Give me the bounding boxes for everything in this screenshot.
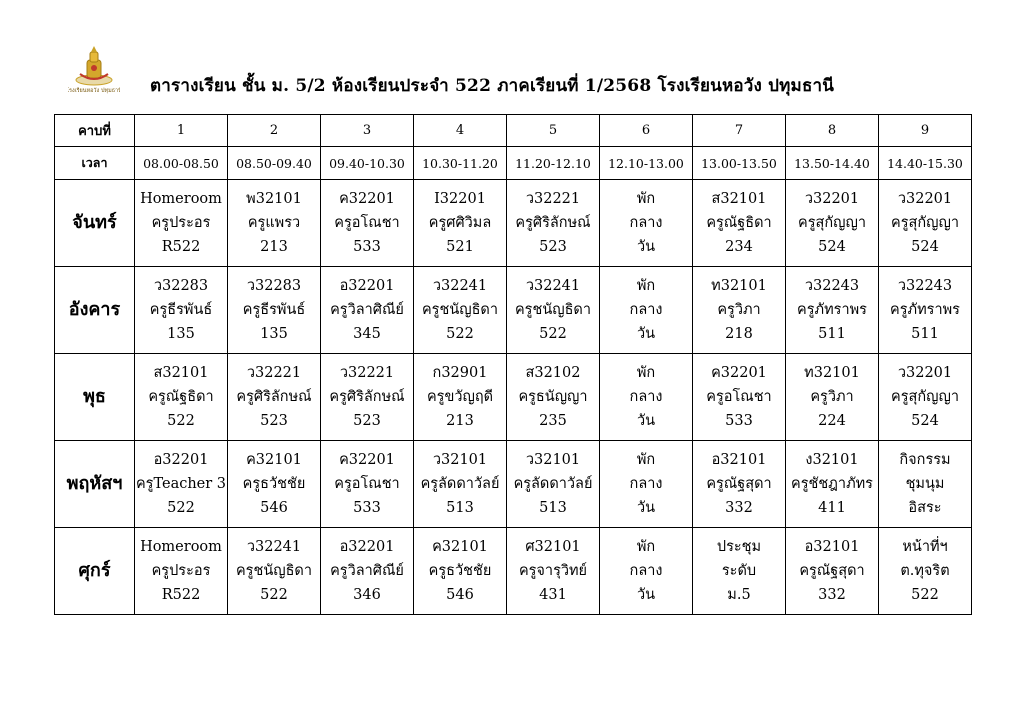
subject-code: ศ32101: [525, 539, 581, 555]
subject-code: กิจกรรม: [899, 452, 951, 468]
class-cell: [507, 354, 600, 441]
time-slot: 10.30-11.20: [414, 147, 507, 180]
teacher-name: ครูสุกัญญา: [891, 215, 959, 231]
teacher-name: ครูศศิวิมล: [428, 215, 492, 231]
time-slot: 12.10-13.00: [600, 147, 693, 180]
room-number: R522: [161, 239, 201, 255]
room-number: 522: [167, 500, 195, 516]
day-row: [55, 180, 972, 267]
room-number: 513: [539, 500, 567, 516]
subject-code: อ32201: [339, 278, 395, 294]
room-number: 533: [725, 413, 753, 429]
subject-code: ว32241: [432, 278, 488, 294]
subject-code: ว32101: [525, 452, 581, 468]
teacher-name: ครูณัฐสุดา: [706, 476, 772, 492]
teacher-name: กลาง: [629, 563, 663, 579]
class-cell: [228, 528, 321, 615]
teacher-name: ครูศิริลักษณ์: [236, 389, 312, 405]
class-cell: [693, 180, 786, 267]
room-number: 511: [818, 326, 846, 342]
teacher-name: กลาง: [629, 476, 663, 492]
class-cell: [228, 180, 321, 267]
teacher-name: ครูสุกัญญา: [891, 389, 959, 405]
time-slot: 08.50-09.40: [228, 147, 321, 180]
time-slot: 11.20-12.10: [507, 147, 600, 180]
room-number: 524: [818, 239, 846, 255]
room-number: 411: [818, 500, 846, 516]
teacher-name: ครูชนัญธิดา: [421, 302, 498, 318]
teacher-name: ครูประอร: [151, 215, 211, 231]
room-number: 345: [353, 326, 381, 342]
subject-code: ประชุม: [716, 539, 762, 555]
room-number: ม.5: [727, 587, 751, 603]
subject-code: พัก: [636, 365, 656, 381]
room-number: วัน: [636, 239, 656, 255]
class-cell: [228, 354, 321, 441]
teacher-name: ครูอโณชา: [334, 476, 400, 492]
teacher-name: ครูวิภา: [810, 389, 854, 405]
teacher-name: ระดับ: [721, 563, 757, 579]
subject-code: ว32241: [525, 278, 581, 294]
room-number: 224: [818, 413, 846, 429]
room-number: 332: [725, 500, 753, 516]
class-cell: [786, 354, 879, 441]
time-slot: 08.00-08.50: [135, 147, 228, 180]
subject-code: I32201: [434, 191, 486, 207]
teacher-name: ครูชัชฎาภัทร: [791, 476, 873, 492]
room-number: 522: [260, 587, 288, 603]
subject-code: Homeroom: [140, 191, 222, 207]
subject-code: ท32101: [711, 278, 767, 294]
day-name: พุธ: [55, 354, 135, 441]
teacher-name: ครูอโณชา: [334, 215, 400, 231]
teacher-name: ครูชนัญธิดา: [235, 563, 312, 579]
subject-code: พัก: [636, 191, 656, 207]
class-cell: [507, 441, 600, 528]
subject-code: ค32201: [339, 452, 395, 468]
teacher-name: กลาง: [629, 302, 663, 318]
room-number: 523: [353, 413, 381, 429]
class-cell: [879, 528, 972, 615]
teacher-name: ครูอโณชา: [706, 389, 772, 405]
class-cell: [321, 354, 414, 441]
room-number: 533: [353, 239, 381, 255]
period-number: 9: [879, 115, 972, 147]
class-cell: [600, 354, 693, 441]
subject-code: ค32101: [432, 539, 488, 555]
class-cell: [693, 354, 786, 441]
teacher-name: ครูวิลาศิณีย์: [330, 302, 404, 318]
class-cell: [879, 441, 972, 528]
class-cell: [414, 267, 507, 354]
subject-code: ว32221: [525, 191, 581, 207]
subject-code: พัก: [636, 539, 656, 555]
subject-code: ว32201: [897, 191, 953, 207]
time-slot: 09.40-10.30: [321, 147, 414, 180]
subject-code: ส32101: [711, 191, 767, 207]
subject-code: อ32201: [339, 539, 395, 555]
room-number: 523: [260, 413, 288, 429]
class-cell: [414, 354, 507, 441]
class-cell: [414, 528, 507, 615]
teacher-name: ครูวิภา: [717, 302, 761, 318]
room-number: 522: [911, 587, 939, 603]
period-number: 3: [321, 115, 414, 147]
time-slot: 14.40-15.30: [879, 147, 972, 180]
subject-code: อ32101: [804, 539, 860, 555]
room-number: วัน: [636, 587, 656, 603]
subject-code: ก32901: [432, 365, 488, 381]
room-number: 521: [446, 239, 474, 255]
class-cell: [321, 180, 414, 267]
room-number: 524: [911, 413, 939, 429]
teacher-name: ครูธวัชชัย: [428, 563, 492, 579]
class-cell: [693, 441, 786, 528]
subject-code: ท32101: [804, 365, 860, 381]
room-number: อิสระ: [908, 500, 942, 516]
teacher-name: ครูศิริลักษณ์: [515, 215, 591, 231]
subject-code: ว32243: [804, 278, 860, 294]
room-number: 511: [911, 326, 939, 342]
day-name: ศุกร์: [55, 528, 135, 615]
teacher-name: ครูประอร: [151, 563, 211, 579]
teacher-name: ครูศิริลักษณ์: [329, 389, 405, 405]
class-cell: [321, 267, 414, 354]
room-number: 234: [725, 239, 753, 255]
room-number: 522: [167, 413, 195, 429]
teacher-name: ครูขวัญฤดี: [426, 389, 494, 405]
teacher-name: ครูTeacher 3: [135, 476, 227, 492]
teacher-name: กลาง: [629, 389, 663, 405]
teacher-name: ครูลัดดาวัลย์: [420, 476, 500, 492]
period-number: 8: [786, 115, 879, 147]
day-row: [55, 354, 972, 441]
room-number: 546: [260, 500, 288, 516]
room-number: 522: [446, 326, 474, 342]
subject-code: ค32201: [711, 365, 767, 381]
teacher-name: ครูลัดดาวัลย์: [513, 476, 593, 492]
day-name: จันทร์: [55, 180, 135, 267]
teacher-name: ครูแพรว: [247, 215, 301, 231]
day-name: พฤหัสฯ: [55, 441, 135, 528]
period-number: 4: [414, 115, 507, 147]
subject-code: อ32201: [153, 452, 209, 468]
teacher-name: ครูณัฐธิดา: [148, 389, 214, 405]
subject-code: พ32101: [246, 191, 302, 207]
period-number: 5: [507, 115, 600, 147]
class-cell: [507, 180, 600, 267]
teacher-name: กลาง: [629, 215, 663, 231]
subject-code: ว32283: [246, 278, 302, 294]
room-number: วัน: [636, 500, 656, 516]
class-cell: [879, 180, 972, 267]
class-cell: [321, 441, 414, 528]
class-cell: [135, 528, 228, 615]
subject-code: ว32201: [804, 191, 860, 207]
class-cell: [693, 267, 786, 354]
class-cell: [414, 180, 507, 267]
class-cell: [135, 267, 228, 354]
subject-code: ว32221: [339, 365, 395, 381]
teacher-name: ต.ทุจริต: [900, 563, 950, 579]
teacher-name: ครูวิลาศิณีย์: [330, 563, 404, 579]
class-cell: [786, 180, 879, 267]
class-cell: [786, 267, 879, 354]
class-cell: [135, 441, 228, 528]
teacher-name: ครูชนัญธิดา: [514, 302, 591, 318]
room-number: 546: [446, 587, 474, 603]
room-number: 524: [911, 239, 939, 255]
subject-code: Homeroom: [140, 539, 222, 555]
room-number: 213: [446, 413, 474, 429]
teacher-name: ครูภัทราพร: [890, 302, 960, 318]
teacher-name: ครูณัฐสุดา: [799, 563, 865, 579]
class-cell: [507, 267, 600, 354]
period-header-row: [55, 115, 972, 147]
subject-code: ว32283: [153, 278, 209, 294]
subject-code: ว32221: [246, 365, 302, 381]
time-slot: 13.00-13.50: [693, 147, 786, 180]
day-row: [55, 267, 972, 354]
subject-code: ส32102: [525, 365, 581, 381]
teacher-name: ครูธนัญญา: [518, 389, 588, 405]
subject-code: ว32243: [897, 278, 953, 294]
room-number: 533: [353, 500, 381, 516]
room-number: 523: [539, 239, 567, 255]
school-emblem-icon: [68, 44, 120, 94]
period-number: 7: [693, 115, 786, 147]
room-number: 213: [260, 239, 288, 255]
day-row: [55, 441, 972, 528]
room-number: 513: [446, 500, 474, 516]
subject-code: พัก: [636, 278, 656, 294]
subject-code: ว32201: [897, 365, 953, 381]
class-cell: [414, 441, 507, 528]
subject-code: ค32201: [339, 191, 395, 207]
period-number: 2: [228, 115, 321, 147]
room-number: 218: [725, 326, 753, 342]
class-cell: [228, 267, 321, 354]
subject-code: พัก: [636, 452, 656, 468]
class-cell: [879, 354, 972, 441]
subject-code: ว32241: [246, 539, 302, 555]
subject-code: ว32101: [432, 452, 488, 468]
room-number: วัน: [636, 413, 656, 429]
subject-code: อ32101: [711, 452, 767, 468]
class-cell: [228, 441, 321, 528]
teacher-name: ครูจารุวิทย์: [518, 563, 588, 579]
room-number: 135: [167, 326, 195, 342]
timetable: [54, 114, 972, 615]
teacher-name: ครูสุกัญญา: [798, 215, 866, 231]
period-number: 1: [135, 115, 228, 147]
class-cell: [600, 267, 693, 354]
subject-code: ง32101: [805, 452, 859, 468]
logo-text: โรงเรียนหอวัง ปทุมธานี: [68, 88, 120, 94]
class-cell: [879, 267, 972, 354]
teacher-name: ครูภัทราพร: [797, 302, 867, 318]
time-slot: 13.50-14.40: [786, 147, 879, 180]
room-number: 346: [353, 587, 381, 603]
period-number: 6: [600, 115, 693, 147]
class-cell: [786, 528, 879, 615]
period-label: คาบที่: [55, 115, 135, 147]
room-number: 235: [539, 413, 567, 429]
class-cell: [600, 180, 693, 267]
room-number: 332: [818, 587, 846, 603]
room-number: 522: [539, 326, 567, 342]
day-name: อังคาร: [55, 267, 135, 354]
class-cell: [135, 354, 228, 441]
teacher-name: ครูณัฐธิดา: [706, 215, 772, 231]
teacher-name: ชุมนุม: [905, 476, 945, 492]
class-cell: [321, 528, 414, 615]
teacher-name: ครูธวัชชัย: [242, 476, 306, 492]
room-number: วัน: [636, 326, 656, 342]
page-title: ตารางเรียน ชั้น ม. 5/2 ห้องเรียนประจำ 522 ภาคเรียนที่ 1/2568 โรงเรียนหอวัง ปทุมธานี: [150, 76, 835, 96]
class-cell: [693, 528, 786, 615]
subject-code: ส32101: [153, 365, 209, 381]
teacher-name: ครูธีรพันธ์: [149, 302, 213, 318]
teacher-name: ครูธีรพันธ์: [242, 302, 306, 318]
class-cell: [600, 441, 693, 528]
class-cell: [135, 180, 228, 267]
subject-code: ค32101: [246, 452, 302, 468]
class-cell: [507, 528, 600, 615]
room-number: 135: [260, 326, 288, 342]
room-number: 431: [539, 587, 567, 603]
time-row: [55, 147, 972, 180]
class-cell: [600, 528, 693, 615]
time-label: เวลา: [55, 147, 135, 180]
day-row: [55, 528, 972, 615]
class-cell: [786, 441, 879, 528]
subject-code: หน้าที่ฯ: [902, 539, 948, 555]
room-number: R522: [161, 587, 201, 603]
